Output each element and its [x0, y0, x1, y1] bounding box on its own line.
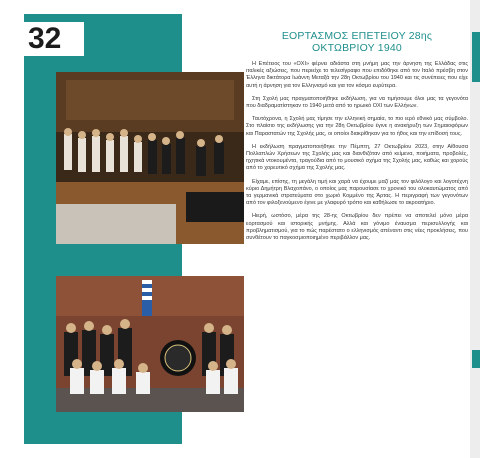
article-title-line2: ΟΚΤΩΒΡΙΟΥ 1940 [312, 42, 402, 54]
concert-photo [56, 72, 244, 244]
page-number: 32 [24, 22, 84, 56]
group-photo-image [56, 276, 244, 412]
next-page-tab [472, 32, 480, 82]
article [246, 30, 468, 248]
article-paragraph: Ηιερή, ωστόσο, μέρα της 28-ης Οκτωβρίου δεν πρέπει να αποτελεί μόνο μέρα εορτασμού και ιστορικής μνήμης. Αλλά και γόνιμο έναυσμα περισυλλογής και προβληματισμού, για το πώς παρέστατο ο ελληνισμός απέναντι στις νέες προκλήσεις, που συνθέτουν το παγκοσμιοποιημένο περιβάλλον μας. [246, 213, 468, 242]
article-paragraph: Η Επέτειος του «ΟΧΙ» φέρνει αδιάστα στη μνήμη μας την άρνηση της Ελλάδας στις ιταλικές αξιώσεις, που περιείχε το τελεσίγραφο που επιδόθηκε από τον Ιταλό πρέσβη στον Έλληνα δικτάτορα Ιωάννη Μεταξά την 28η Οκτωβρίου του 1940 και τις συνέπειες που είχε αυτή η άρνηση για τον Ελληνισμό και για τον κόσμο ευρύτερα. [246, 61, 468, 89]
article-paragraph: Ταυτόχρονα, η Σχολή μας τίμησε την ελληνική σημαία, το πιο ιερό εθνικό μας σύμβολο. Στο πλαίσιο της εκδήλωσης για την 28η Οκτωβρίου έγινε η ανακήρυξη των Σημαιοφόρων και Παραστατών της Σχολής μας, οι οποίοι διακρίθηκαν για το ήθος και την επίδοσή τους. [246, 116, 468, 137]
group-photo [56, 276, 244, 412]
article-title [246, 30, 468, 54]
article-paragraph: Στη Σχολή μας πραγματοποιήθηκε εκδήλωση, για να τιμήσουμε όλοι μας τα γεγονότα που διαδραματίστηκαν το 1940 μετά από το ηρωικό ΟΧΙ των Ελλήνων. [246, 95, 468, 110]
article-title-line1: ΕΟΡΤΑΣΜΟΣ ΕΠΕΤΕΙΟΥ 28ης [281, 30, 433, 42]
article-paragraph: Είχαμε, επίσης, τη μεγάλη τιμή και χαρά να έχουμε μαζί μας τον φιλόλογο και λογοτέχνη κύριο Δημήτρη Βλαχοπάνο, ο οποίος μας παρουσίασε το χρονικό του ολοκαυτώματος από τα γερμανικά στρατεύματα στο χωριό Κομμένο της Άρτας. Η περιγραφή των γεγονότων από τον φιλοξενούμενο έγινε με γλαφυρό τρόπο και καθήλωσε το ακροατήριο. [246, 178, 468, 207]
concert-photo-image [56, 72, 244, 244]
next-page-edge [470, 0, 480, 458]
next-page-tab-small [472, 350, 480, 368]
article-paragraph: Η εκδήλωση πραγματοποιήθηκε την Πέμπτη, 27 Οκτωβρίου 2023, στην Αίθουσα Πολλαπλών Χρήσεων της Σχολής μας και διανθιζόταν από κείμενα, ποιήματα, προβολές, ηχητικά ντοκουμέντα, τραγούδια από το μουσικό σχήμα της Σχολής μας, καθώς και χορούς από το χορευτικό σχήμα της Σχολής μας. [246, 143, 468, 172]
